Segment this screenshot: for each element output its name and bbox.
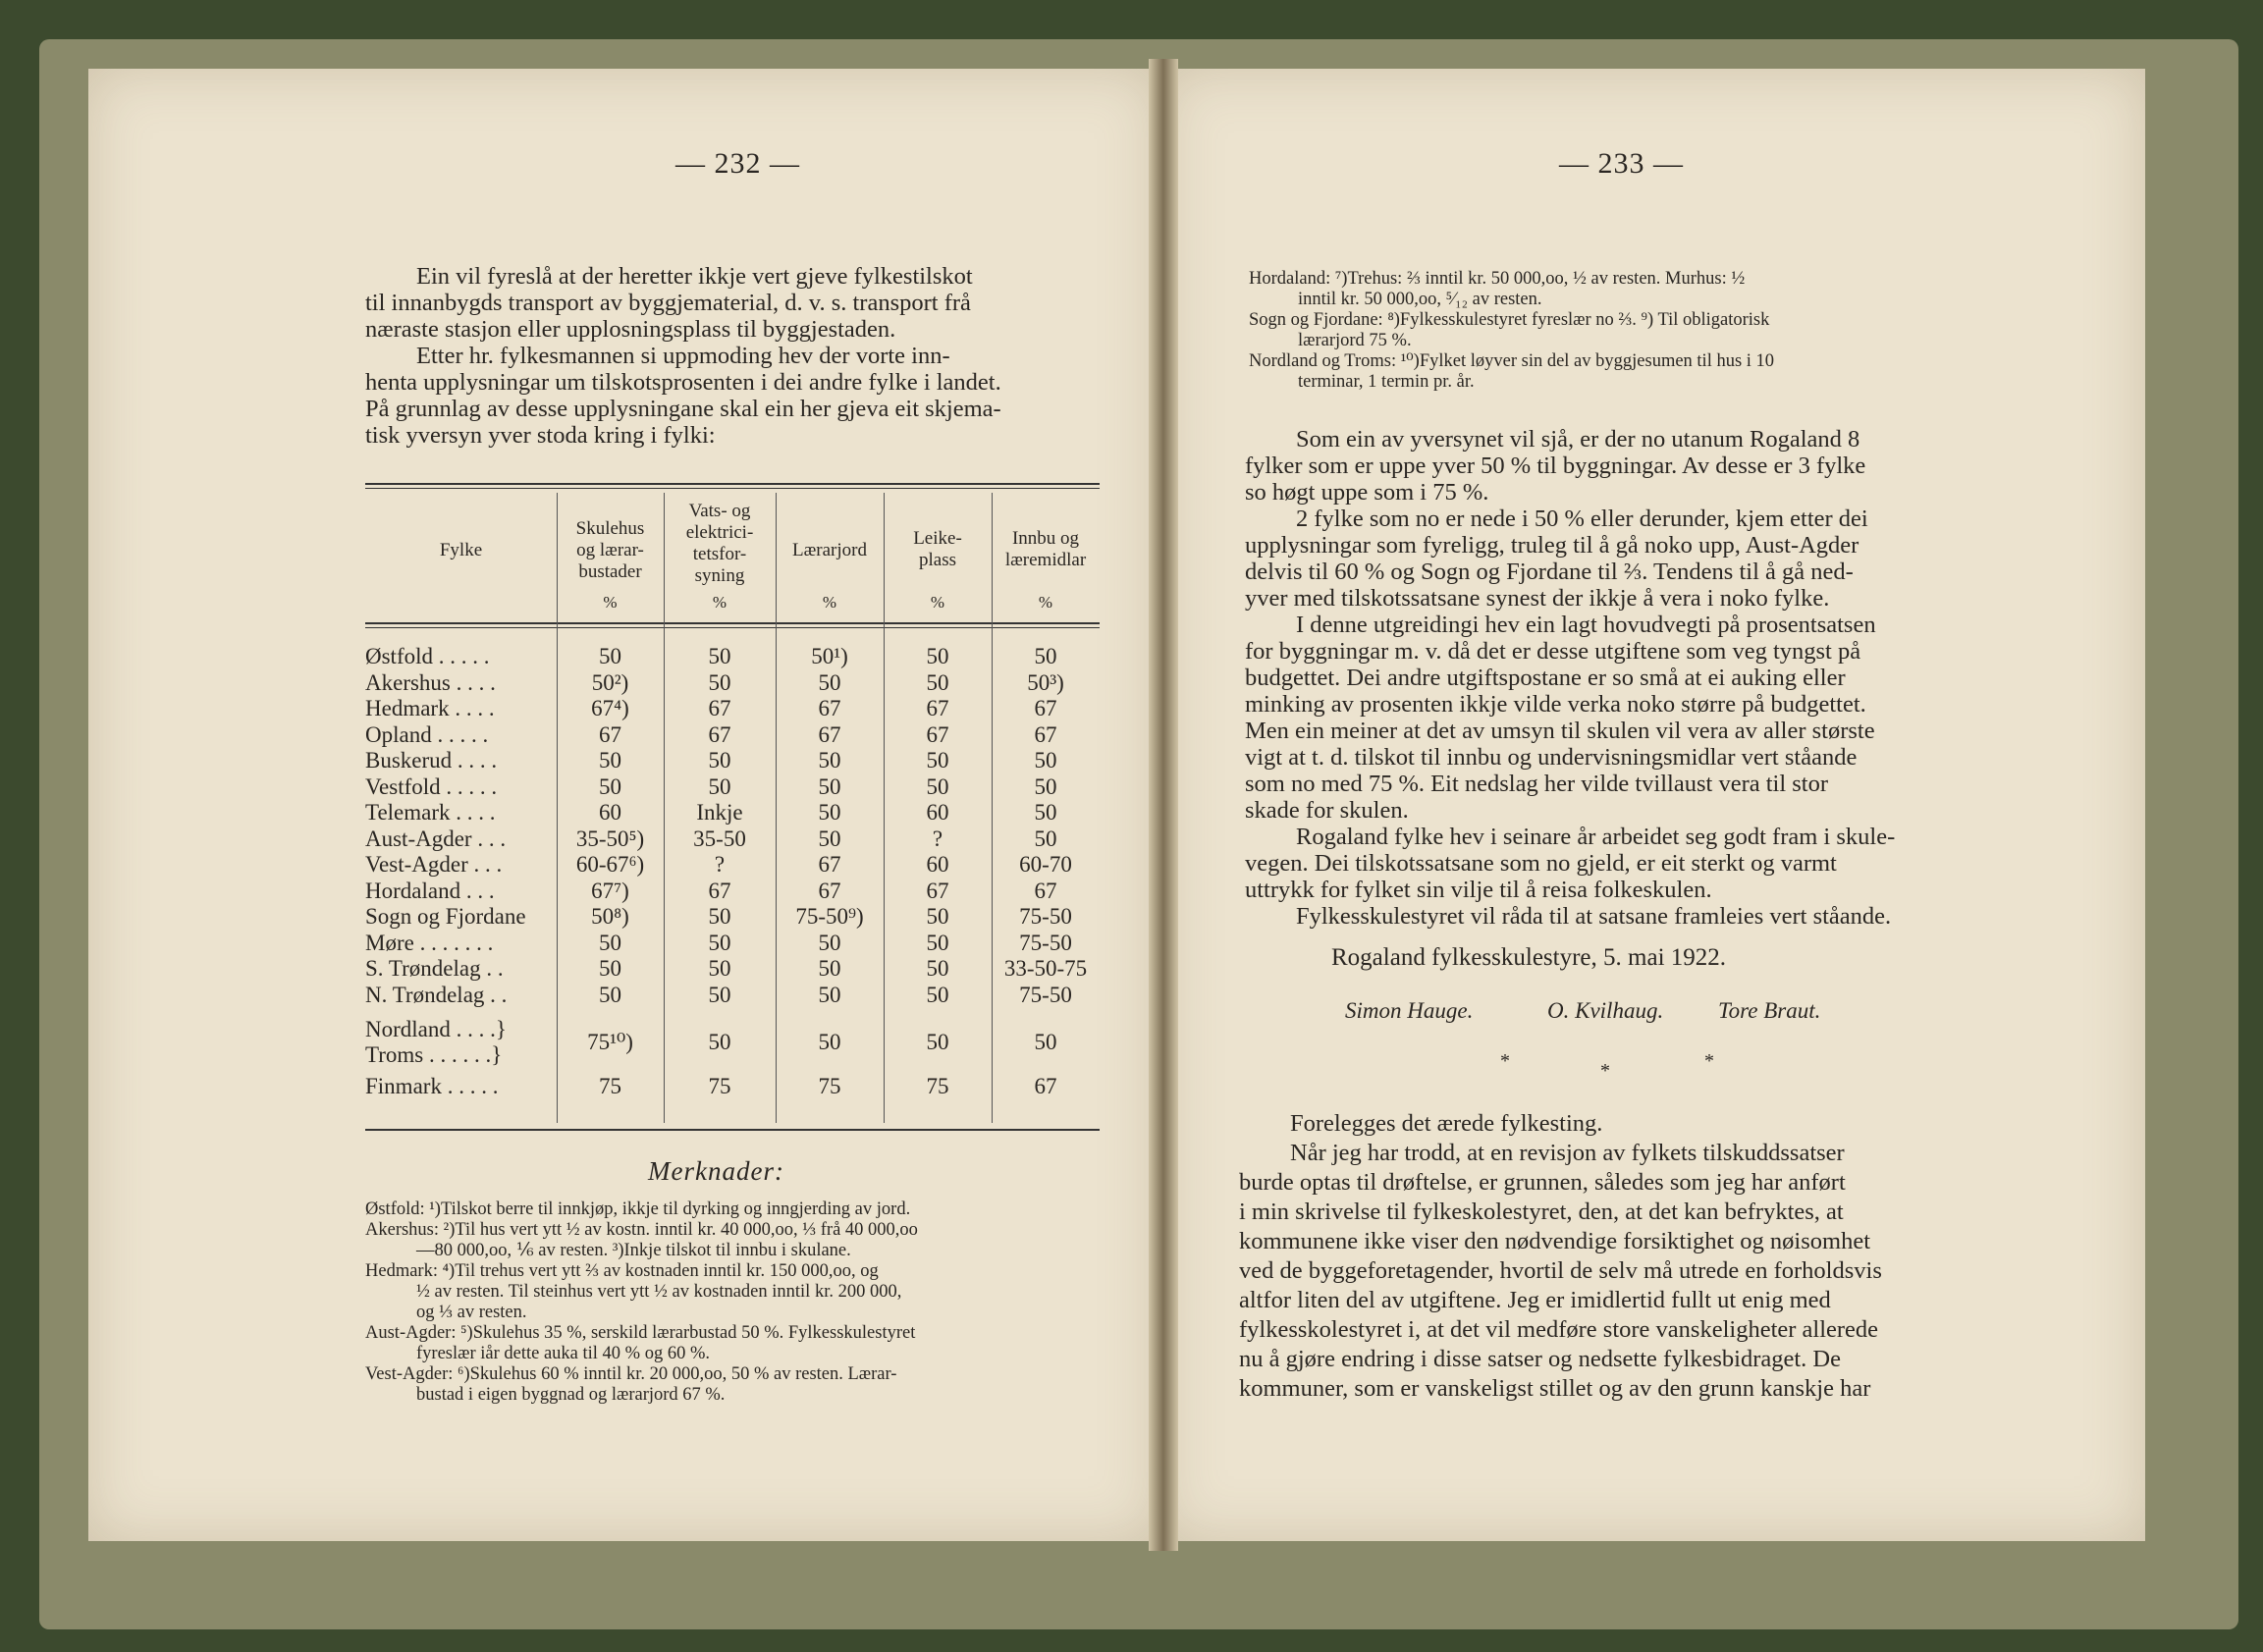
row-name: Møre . . . . . . . — [365, 930, 494, 955]
cell: 67 — [818, 721, 841, 747]
note-line: fyreslær iår dette auka til 40 % og 60 %. — [416, 1344, 710, 1363]
body-line: for byggningar m. v. då det er desse utgiftene som veg tyngst på — [1245, 638, 1861, 665]
cell: 50¹) — [811, 644, 848, 668]
cell: 50 — [818, 956, 841, 981]
cell: 50 — [708, 982, 731, 1007]
cell: 75 — [926, 1074, 949, 1098]
separator-star: * — [1704, 1050, 1714, 1072]
intro-line: På grunnlag av desse upplysningane skal ein her gjeva eit skjema- — [365, 396, 1001, 422]
cell: 50 — [1034, 826, 1057, 851]
body-line: uttrykk for fylket sin vilje til å reisa folkeskulen. — [1245, 877, 1712, 903]
table-row — [365, 983, 1200, 1008]
cell: 33-50-75 — [1003, 956, 1088, 981]
cell: 67 — [708, 696, 731, 720]
cell: 75-50⁹) — [795, 904, 864, 929]
separator-star: * — [1500, 1050, 1510, 1072]
body-line: I denne utgreidingi hev ein lagt hovudvegti på prosentsatsen — [1296, 612, 1876, 638]
note-line: bustad i eigen byggnad og lærarjord 67 %. — [416, 1385, 726, 1405]
row-name: Hedmark . . . . — [365, 696, 495, 720]
cell: 75-50 — [1019, 982, 1072, 1007]
cell: 67 — [1034, 1074, 1057, 1098]
cell: 75 — [818, 1074, 841, 1098]
cell: 60-67⁶) — [575, 852, 645, 877]
cell: 67 — [818, 696, 841, 720]
cell: 50 — [818, 930, 841, 955]
cell: 50³) — [1027, 669, 1064, 695]
cell: 35-50⁵) — [575, 826, 645, 851]
cell: 67⁴) — [591, 696, 629, 720]
table-row — [365, 774, 1200, 800]
cell: 50 — [818, 669, 841, 695]
cell: 50 — [1034, 748, 1057, 773]
cell: 60 — [926, 800, 949, 825]
row-name: Akershus . . . . — [365, 669, 496, 695]
cell: 60 — [599, 800, 621, 825]
note-line: Nordland og Troms: ¹⁰)Fylket løyver sin del av byggjesumen til hus i 10 — [1249, 351, 1775, 371]
closing-paragraph — [1239, 1109, 1985, 1404]
row-name: Finmark . . . . . — [365, 1074, 499, 1098]
cell: 67 — [818, 852, 841, 877]
note-line: Sogn og Fjordane: ⁸)Fylkesskulestyret fyreslær no ⅔. ⁹) Til obligatorisk — [1249, 310, 1770, 330]
note-line: inntil kr. 50 000,oo, ⁵⁄₁₂ av resten. — [1298, 290, 1542, 309]
row-name: Troms . . . . . .} — [365, 1042, 503, 1067]
cell: 67 — [599, 721, 621, 747]
signature: Simon Hauge. — [1345, 998, 1474, 1023]
closing-line: kommuner, som er vanskeligst stillet og av den grunn kanskje har — [1239, 1375, 1871, 1402]
header-fylke: Fylke — [439, 540, 483, 560]
cell: 75-50 — [1019, 904, 1072, 929]
body-line: Fylkesskulestyret vil råda til at satsane framleies vert ståande. — [1296, 903, 1892, 930]
closing-line: ved de byggeforetagender, hvortil de selv må utrede en forholdsvis — [1239, 1257, 1882, 1284]
table-header-rule — [365, 622, 1100, 624]
note-line: —80 000,oo, ⅙ av resten. ³)Inkje tilskot til innbu i skulane. — [416, 1241, 851, 1260]
table-row — [365, 800, 1200, 826]
intro-line: næraste stasjon eller upplosningsplass til byggjestaden. — [365, 316, 896, 343]
cell: 50 — [599, 930, 621, 955]
merknader-notes — [365, 1199, 1111, 1406]
cell: 67 — [818, 878, 841, 903]
header-leikeplass: Leike- plass — [913, 528, 962, 570]
cell: 75 — [599, 1074, 621, 1098]
table-row — [365, 670, 1200, 696]
note-line: terminar, 1 termin pr. år. — [1298, 372, 1475, 392]
note-line: lærarjord 75 %. — [1298, 331, 1412, 350]
cell: 50 — [708, 930, 731, 955]
cell: 60-70 — [1019, 852, 1072, 877]
row-name: Buskerud . . . . — [365, 748, 498, 773]
body-line: vegen. Dei tilskotssatsane som no gjeld, er eit sterkt og varmt — [1245, 850, 1837, 877]
percent-label: % — [930, 593, 945, 612]
table-row-merged — [365, 1017, 1200, 1068]
note-line: Hedmark: ⁴)Til trehus vert ytt ⅔ av kostnaden inntil kr. 150 000,oo, og — [365, 1261, 879, 1281]
body-line: delvis til 60 % og Sogn og Fjordane til ⅔. Tendens til å gå ned- — [1245, 559, 1854, 585]
row-name: Vest-Agder . . . — [365, 852, 503, 877]
body-line: fylker som er uppe yver 50 % til byggningar. Av desse er 3 fylke — [1245, 453, 1866, 479]
closing-line: Når jeg har trodd, at en revisjon av fylkets tilskuddssatser — [1290, 1140, 1845, 1166]
cell: 67 — [926, 721, 949, 747]
cell: 50 — [818, 748, 841, 773]
cell: 67 — [708, 878, 731, 903]
separator-star: * — [1600, 1060, 1610, 1082]
cell: 50 — [818, 1030, 841, 1054]
cell: 50 — [926, 644, 949, 668]
closing-line: kommunene ikke viser den nødvendige forsiktighet og nøisomhet — [1239, 1228, 1871, 1254]
body-line: som no med 75 %. Eit nedslag her vilde tvillaust vera til stor — [1245, 771, 1829, 797]
body-line: skade for skulen. — [1245, 797, 1409, 824]
cell: 50 — [926, 956, 949, 981]
cell: 50 — [599, 748, 621, 773]
cell: 50 — [926, 669, 949, 695]
cell: 50 — [1034, 800, 1057, 825]
signature: O. Kvilhaug. — [1547, 998, 1664, 1023]
note-line: Hordaland: ⁷)Trehus: ⅔ inntil kr. 50 000,oo, ½ av resten. Murhus: ½ — [1249, 269, 1746, 289]
cell: 50 — [708, 904, 731, 929]
cell: 50²) — [591, 669, 629, 695]
table-row — [365, 879, 1200, 904]
cell: 50 — [818, 773, 841, 799]
table-top-rule — [365, 483, 1100, 485]
note-line: Aust-Agder: ⁵)Skulehus 35 %, serskild lærarbustad 50 %. Fylkesskulestyret — [365, 1323, 916, 1343]
row-name: Vestfold . . . . . — [365, 773, 498, 799]
body-line: vigt at t. d. tilskot til innbu og undervisningsmidlar vert ståande — [1245, 744, 1858, 771]
table-row — [365, 696, 1200, 721]
cell: 50 — [818, 826, 841, 851]
percent-label: % — [712, 593, 727, 612]
cell: 67 — [1034, 721, 1057, 747]
page-number-right: — 233 — — [1559, 147, 1684, 180]
table-row — [365, 904, 1200, 930]
closing-line: i min skrivelse til fylkeskolestyret, den, at det kan befryktes, at — [1239, 1199, 1844, 1225]
cell: 50 — [708, 1030, 731, 1054]
body-line: budgettet. Dei andre utgiftspostane er so små at ei auking eller — [1245, 665, 1846, 691]
cell: 75 — [708, 1074, 731, 1098]
table-row — [365, 748, 1200, 773]
page-number-left: — 232 — — [675, 147, 800, 180]
footnotes-continued — [1249, 269, 1995, 393]
cell: Inkje — [696, 800, 743, 825]
cell: 50 — [708, 748, 731, 773]
table-top-rule-thin — [365, 488, 1100, 489]
cell: 50 — [818, 982, 841, 1007]
cell: 67 — [926, 878, 949, 903]
cell: 67 — [708, 721, 731, 747]
cell: 50 — [926, 1030, 949, 1054]
cell: 50 — [599, 956, 621, 981]
row-name: Opland . . . . . — [365, 721, 489, 747]
table-row — [365, 1074, 1200, 1099]
note-line: Akershus: ²)Til hus vert ytt ½ av kostn. inntil kr. 40 000,oo, ⅓ frå 40 000,oo — [365, 1220, 918, 1240]
body-line: minking av prosenten ikkje vilde verka noko større på budgettet. — [1245, 691, 1866, 718]
date-line: Rogaland fylkesskulestyre, 5. mai 1922. — [1331, 944, 1727, 971]
cell: 67⁷) — [591, 878, 629, 903]
intro-line: Ein vil fyreslå at der heretter ikkje vert gjeve fylkestilskot — [416, 263, 973, 290]
percent-label: % — [1038, 593, 1053, 612]
cell: ? — [932, 826, 943, 851]
cell: 50 — [708, 773, 731, 799]
cell: 50 — [926, 904, 949, 929]
body-line: yver med tilskotssatsane synest der ikkje å vera i noko fylke. — [1245, 585, 1830, 612]
cell: 50 — [818, 800, 841, 825]
note-line: ½ av resten. Til steinhus vert ytt ½ av kostnaden inntil kr. 200 000, — [416, 1282, 902, 1302]
header-skulehus: Skulehus og lærar- bustader — [575, 518, 645, 582]
cell: 35-50 — [693, 826, 746, 851]
merknader-heading: Merknader: — [648, 1156, 784, 1186]
row-name: Aust-Agder . . . — [365, 826, 507, 851]
row-name: Østfold . . . . . — [365, 644, 490, 668]
cell: 67 — [1034, 878, 1057, 903]
cell: 50 — [926, 748, 949, 773]
cell: ? — [714, 852, 726, 877]
table-row — [365, 722, 1200, 748]
cell: 67 — [926, 696, 949, 720]
row-name: S. Trøndelag . . — [365, 956, 504, 981]
table-row — [365, 956, 1200, 982]
cell: 50 — [599, 644, 621, 668]
cell: 50 — [599, 982, 621, 1007]
table-row — [365, 826, 1200, 852]
closing-line: Forelegges det ærede fylkesting. — [1290, 1110, 1603, 1137]
cell: 50 — [708, 956, 731, 981]
row-name: Hordaland . . . — [365, 878, 495, 903]
body-paragraph — [1245, 426, 1981, 930]
cell: 50 — [926, 773, 949, 799]
intro-line: henta upplysningar um tilskotsprosenten i dei andre fylke i landet. — [365, 369, 1001, 396]
cell: 50 — [1034, 773, 1057, 799]
header-innbu: Innbu og læremidlar — [1004, 528, 1087, 570]
intro-line: Etter hr. fylkesmannen si uppmoding hev der vorte inn- — [416, 343, 950, 369]
cell: 75¹⁰) — [587, 1030, 633, 1054]
percent-label: % — [822, 593, 837, 612]
closing-line: burde optas til drøftelse, er grunnen, således som jeg har anført — [1239, 1169, 1846, 1196]
row-name: Nordland . . . .} — [365, 1017, 507, 1041]
body-line: Rogaland fylke hev i seinare år arbeidet seg godt fram i skule- — [1296, 824, 1896, 850]
cell: 75-50 — [1019, 930, 1072, 955]
note-line: Østfold: ¹)Tilskot berre til innkjøp, ikkje til dyrking og inngjerding av jord. — [365, 1199, 911, 1219]
cell: 60 — [926, 852, 949, 877]
closing-line: altfor liten del av utgiftene. Jeg er imidlertid fullt ut enig med — [1239, 1287, 1831, 1313]
table-row — [365, 852, 1200, 878]
fylke-table — [365, 483, 1100, 1131]
table-header-rule-thin — [365, 627, 1100, 628]
intro-line: til innanbygds transport av byggjematerial, d. v. s. transport frå — [365, 290, 971, 316]
body-line: 2 fylke som no er nede i 50 % eller derunder, kjem etter dei — [1296, 506, 1868, 532]
row-name: Telemark . . . . — [365, 800, 496, 825]
table-bottom-rule — [365, 1129, 1100, 1131]
closing-line: nu å gjøre endring i disse satser og nedsette fylkesbidraget. De — [1239, 1346, 1842, 1372]
table-row — [365, 931, 1200, 956]
body-line: Men ein meiner at det av umsyn til skulen vil vera av aller største — [1245, 718, 1875, 744]
cell: 50 — [1034, 644, 1057, 668]
closing-line: fylkesskolestyret i, at det vil medføre store vanskeligheter allerede — [1239, 1316, 1879, 1343]
cell: 50 — [926, 930, 949, 955]
cell: 50 — [599, 773, 621, 799]
cell: 50 — [926, 982, 949, 1007]
body-line: so høgt uppe som i 75 %. — [1245, 479, 1489, 506]
intro-line: tisk yversyn yver stoda kring i fylki: — [365, 422, 716, 449]
cell: 50 — [708, 669, 731, 695]
note-line: og ⅓ av resten. — [416, 1303, 527, 1322]
header-vats: Vats- og elektrici- tetsfor- syning — [685, 501, 754, 586]
cell: 50 — [1034, 1030, 1057, 1054]
body-line: upplysningar som fyreligg, truleg til å gå noko upp, Aust-Agder — [1245, 532, 1859, 559]
note-line: Vest-Agder: ⁶)Skulehus 60 % inntil kr. 20 000,oo, 50 % av resten. Lærar- — [365, 1364, 897, 1384]
header-laerarjord: Lærarjord — [792, 540, 867, 560]
cell: 67 — [1034, 696, 1057, 720]
percent-label: % — [603, 593, 618, 612]
table-row — [365, 644, 1200, 669]
body-line: Som ein av yversynet vil sjå, er der no utanum Rogaland 8 — [1296, 426, 1860, 453]
signature: Tore Braut. — [1718, 998, 1821, 1023]
intro-paragraph — [365, 263, 1106, 449]
cell: 50 — [708, 644, 731, 668]
cell: 50⁸) — [591, 904, 629, 929]
row-name: N. Trøndelag . . — [365, 982, 508, 1007]
row-name: Sogn og Fjordane — [365, 904, 526, 929]
